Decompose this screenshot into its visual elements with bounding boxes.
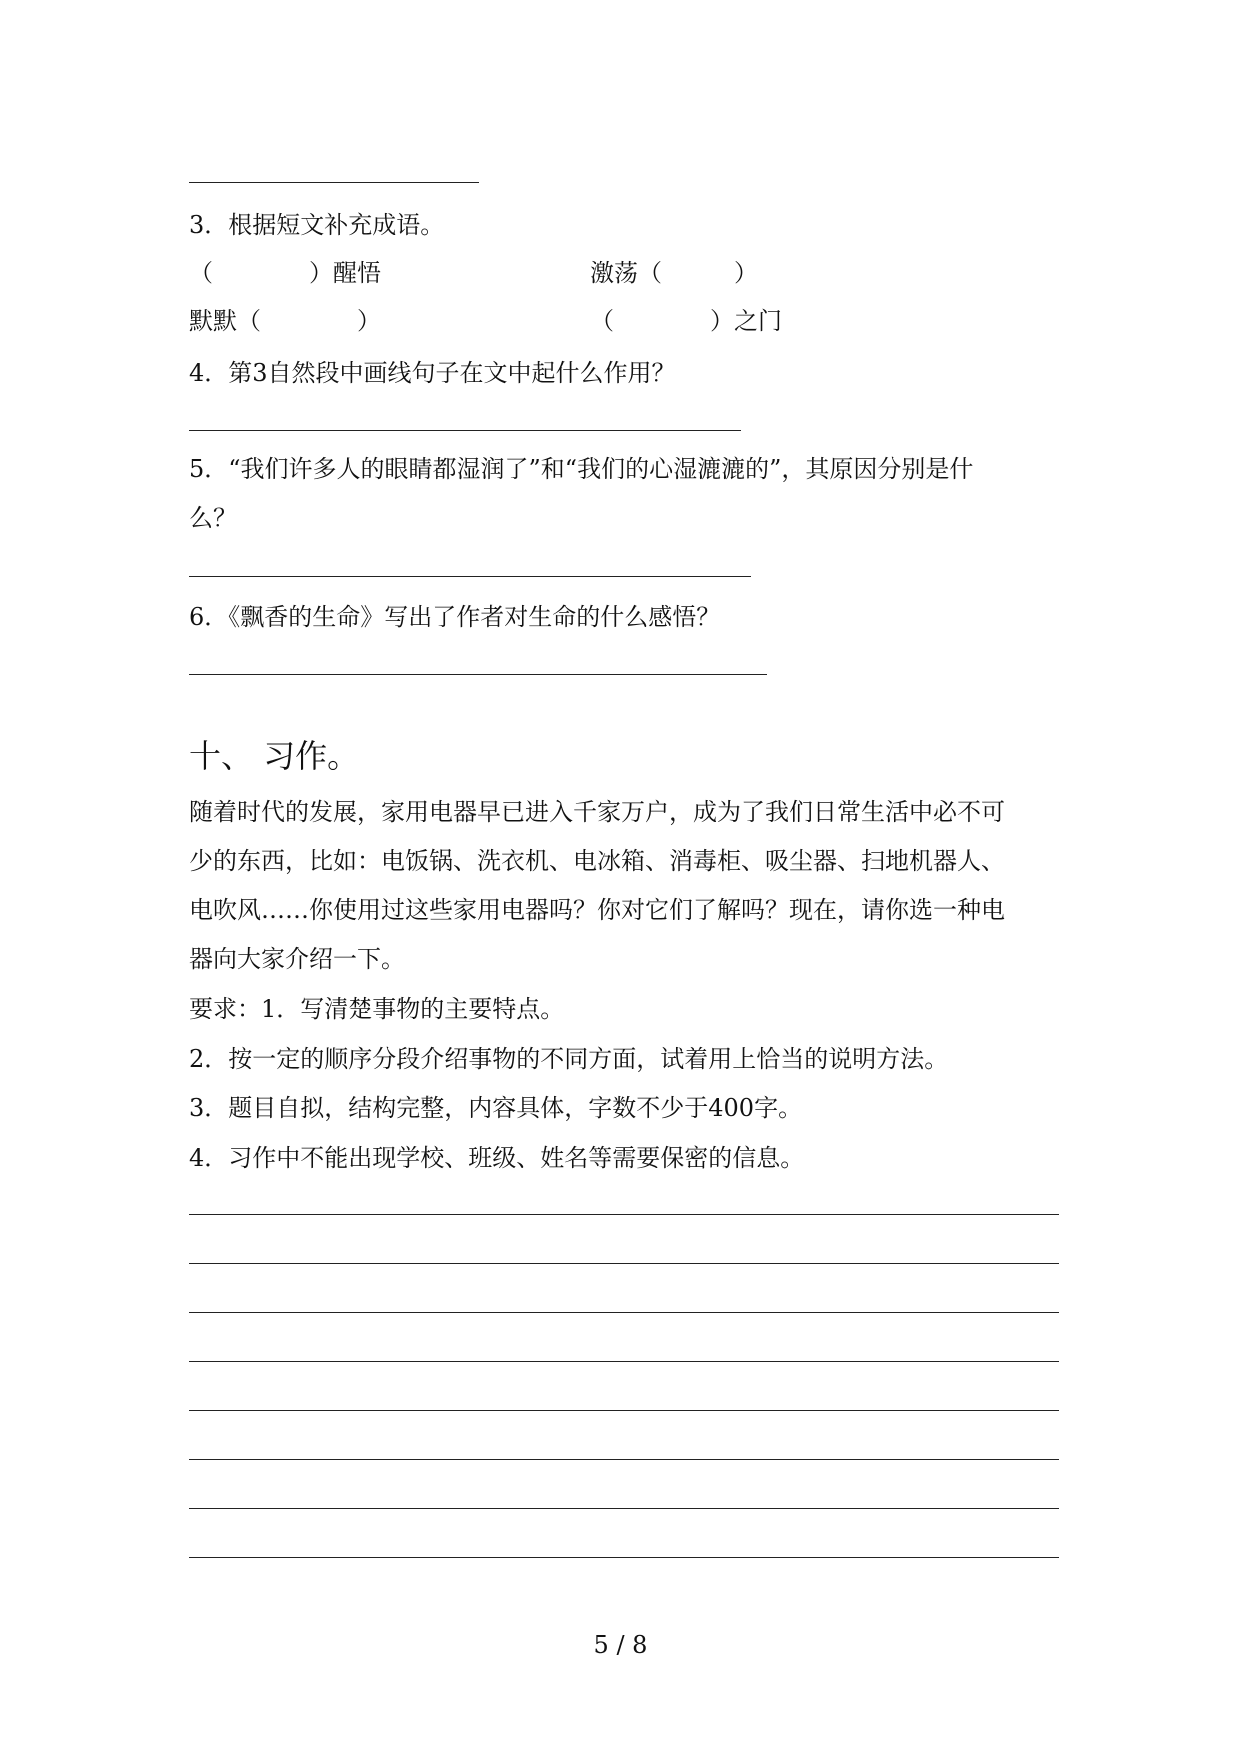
- answer-line: [189, 674, 767, 675]
- prompt-paragraph-line: 电吹风……你使用过这些家用电器吗？你对它们了解吗？现在，请你选一种电: [189, 896, 1005, 924]
- question-3: 3．根据短文补充成语。: [189, 211, 445, 239]
- requirement-4: 4．习作中不能出现学校、班级、姓名等需要保密的信息。: [189, 1144, 805, 1172]
- writing-line: [189, 1459, 1059, 1460]
- writing-line: [189, 1263, 1059, 1264]
- idiom-blank-2: 激荡（ ）: [590, 259, 758, 287]
- writing-line: [189, 1557, 1059, 1558]
- prompt-paragraph-line: 随着时代的发展，家用电器早已进入千家万户，成为了我们日常生活中必不可: [189, 798, 1005, 826]
- idiom-blank-4: （ ）之门: [590, 307, 782, 335]
- prompt-paragraph-line: 器向大家介绍一下。: [189, 945, 405, 973]
- page-number: 5 / 8: [593, 1631, 648, 1659]
- requirement-1: 要求：1．写清楚事物的主要特点。: [189, 995, 565, 1023]
- question-5-line-2: 么？: [189, 504, 237, 532]
- writing-line: [189, 1361, 1059, 1362]
- idiom-blank-1: （ ）醒悟: [189, 259, 381, 287]
- question-6: 6．《飘香的生命》写出了作者对生命的什么感悟？: [189, 603, 721, 631]
- requirement-3: 3．题目自拟，结构完整，内容具体，字数不少于400字。: [189, 1094, 803, 1122]
- section-heading: 十、 习作。: [189, 737, 360, 775]
- answer-line: [189, 430, 741, 431]
- answer-line: [189, 576, 751, 577]
- question-5-line-1: 5．“我们许多人的眼睛都湿润了”和“我们的心湿漉漉的”，其原因分别是什: [189, 455, 974, 483]
- answer-line: [189, 182, 479, 183]
- writing-line: [189, 1508, 1059, 1509]
- prompt-paragraph-line: 少的东西，比如：电饭锅、洗衣机、电冰箱、消毒柜、吸尘器、扫地机器人、: [189, 847, 1005, 875]
- idiom-blank-3: 默默（ ）: [189, 307, 381, 335]
- writing-line: [189, 1410, 1059, 1411]
- question-4: 4．第3自然段中画线句子在文中起什么作用？: [189, 359, 676, 387]
- writing-line: [189, 1312, 1059, 1313]
- requirement-2: 2．按一定的顺序分段介绍事物的不同方面，试着用上恰当的说明方法。: [189, 1045, 949, 1073]
- writing-line: [189, 1214, 1059, 1215]
